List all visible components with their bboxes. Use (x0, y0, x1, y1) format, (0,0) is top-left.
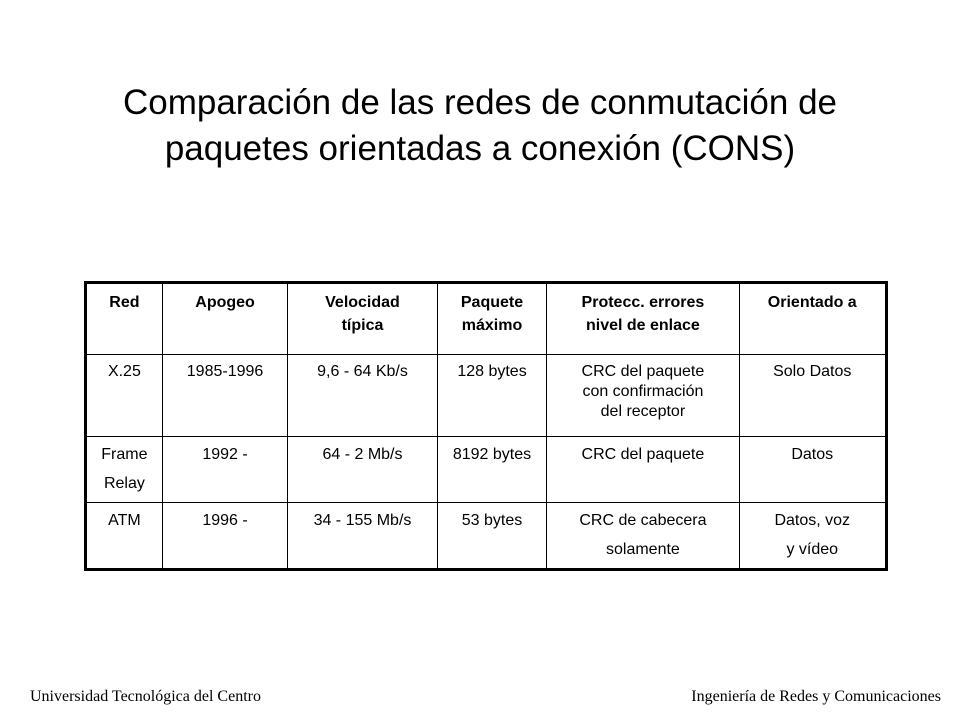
table-cell: CRC del paquete (547, 437, 739, 503)
comparison-table (84, 281, 888, 571)
table-row (86, 437, 887, 503)
header-orientado: Orientado a (739, 283, 887, 355)
table-cell: 9,6 - 64 Kb/s (288, 355, 437, 437)
table-cell: CRC del paquete con confirmación del receptor (547, 355, 739, 437)
table-cell: Datos (739, 437, 887, 503)
table-cell: Frame Relay (86, 437, 163, 503)
header-velocidad: Velocidad típica (288, 283, 437, 355)
table-row (86, 503, 887, 570)
table-cell: ATM (86, 503, 163, 570)
table-cell: CRC de cabecera solamente (547, 503, 739, 570)
header-paquete: Paquete máximo (437, 283, 547, 355)
table-cell: Solo Datos (739, 355, 887, 437)
header-apogeo: Apogeo (162, 283, 287, 355)
slide-title (60, 80, 900, 172)
footer-course: Ingeniería de Redes y Comunicaciones (691, 688, 941, 705)
table-cell: 64 - 2 Mb/s (288, 437, 437, 503)
table-cell: 1996 - (162, 503, 287, 570)
table-header-row (86, 283, 887, 355)
table-row (86, 355, 887, 437)
table-cell: 34 - 155 Mb/s (288, 503, 437, 570)
table-cell: 128 bytes (437, 355, 547, 437)
table-cell: 8192 bytes (437, 437, 547, 503)
table-cell: 1992 - (162, 437, 287, 503)
slide-title-line-2: paquetes orientadas a conexión (CONS) (164, 129, 796, 168)
header-red: Red (86, 283, 163, 355)
table-cell: Datos, voz y vídeo (739, 503, 887, 570)
slide-title-line-1: Comparación de las redes de conmutación de (122, 83, 838, 122)
footer-university: Universidad Tecnológica del Centro (30, 688, 261, 705)
table-cell: X.25 (86, 355, 163, 437)
table-cell: 53 bytes (437, 503, 547, 570)
table-cell: 1985-1996 (162, 355, 287, 437)
header-proteccion: Protecc. errores nivel de enlace (547, 283, 739, 355)
